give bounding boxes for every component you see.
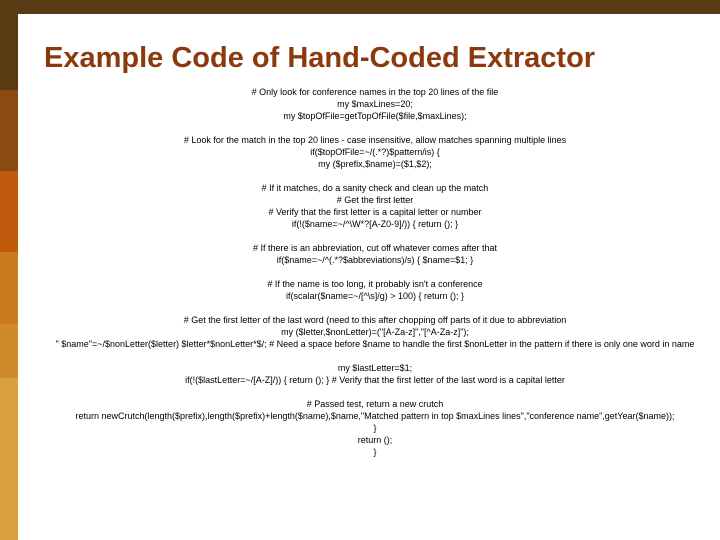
sidebar-band [0,324,18,378]
code-line: return newCrutch(length($prefix),length($prefix)+length($name),$name,"Matched pattern in top $maxLines lines","conference name",getYear($name)); [75,411,675,421]
block-gap [50,302,700,314]
code-line: # Verify that the first letter is a capital letter or number [268,207,482,217]
code-line: # Get the first letter [336,195,414,205]
block-gap [50,266,700,278]
code-block [50,242,700,266]
sidebar-band [0,171,18,252]
code-line: my ($prefix,$name)=($1,$2); [318,159,432,169]
code-line: " $name"=~/$nonLetter($letter) $letter*$nonLetter*$/; # Need a space before $name to handle the first $nonLetter in the pattern if there is only one word in name [55,339,695,349]
code-line: my $topOfFile=getTopOfFile($file,$maxLines); [283,111,467,121]
code-line: my $maxLines=20; [337,99,413,109]
code-line: if(!($name=~/^\W*?[A-Z0-9]/)) { return (); } [291,219,459,229]
code-block [50,182,700,230]
code-line: if($topOfFile=~/(.*?)$pattern/is) { [310,147,440,157]
sidebar-band [0,0,18,90]
code-line: } [373,447,377,457]
code-line: # If it matches, do a sanity check and clean up the match [261,183,489,193]
code-line: my $lastLetter=$1; [337,363,413,373]
code-block [50,134,700,170]
code-line: if(scalar($name=~/[^\s]/g) > 100) { return (); } [285,291,465,301]
code-block [50,86,700,122]
code-block [50,362,700,386]
slide-top-bar [18,0,720,14]
block-gap [50,230,700,242]
code-line: if(!($lastLetter=~/[A-Z]/)) { return (); } # Verify that the first letter of the last word is a capital letter [185,375,565,385]
sidebar-band [0,90,18,171]
block-gap [50,350,700,362]
block-gap [50,386,700,398]
code-line: # Only look for conference names in the top 20 lines of the file [251,87,499,97]
block-gap [50,170,700,182]
sidebar-band [0,252,18,324]
code-line: # Look for the match in the top 20 lines - case insensitive, allow matches spanning multiple lines [183,135,567,145]
code-block [50,278,700,302]
code-line: if($name=~/^(.*?$abbreviations)/s) { $name=$1; } [276,255,474,265]
code-line: # If the name is too long, it probably isn't a conference [267,279,483,289]
code-line: # Get the first letter of the last word (need to this after chopping off parts of it due to abbreviation [183,315,567,325]
slide-title: Example Code of Hand-Coded Extractor [44,42,596,74]
block-gap [50,122,700,134]
code-line: my ($letter,$nonLetter)=("[A-Za-z]","[^A-Za-z]"); [281,327,469,337]
code-line: # If there is an abbreviation, cut off whatever comes after that [253,243,497,253]
code-line: return (); [357,435,393,445]
code-block [50,314,700,350]
code-listing [50,86,700,458]
code-line: # Passed test, return a new crutch [306,399,444,409]
code-line: } [373,423,377,433]
sidebar-band [0,378,18,540]
slide-sidebar-decoration [0,0,18,540]
code-block [50,398,700,458]
